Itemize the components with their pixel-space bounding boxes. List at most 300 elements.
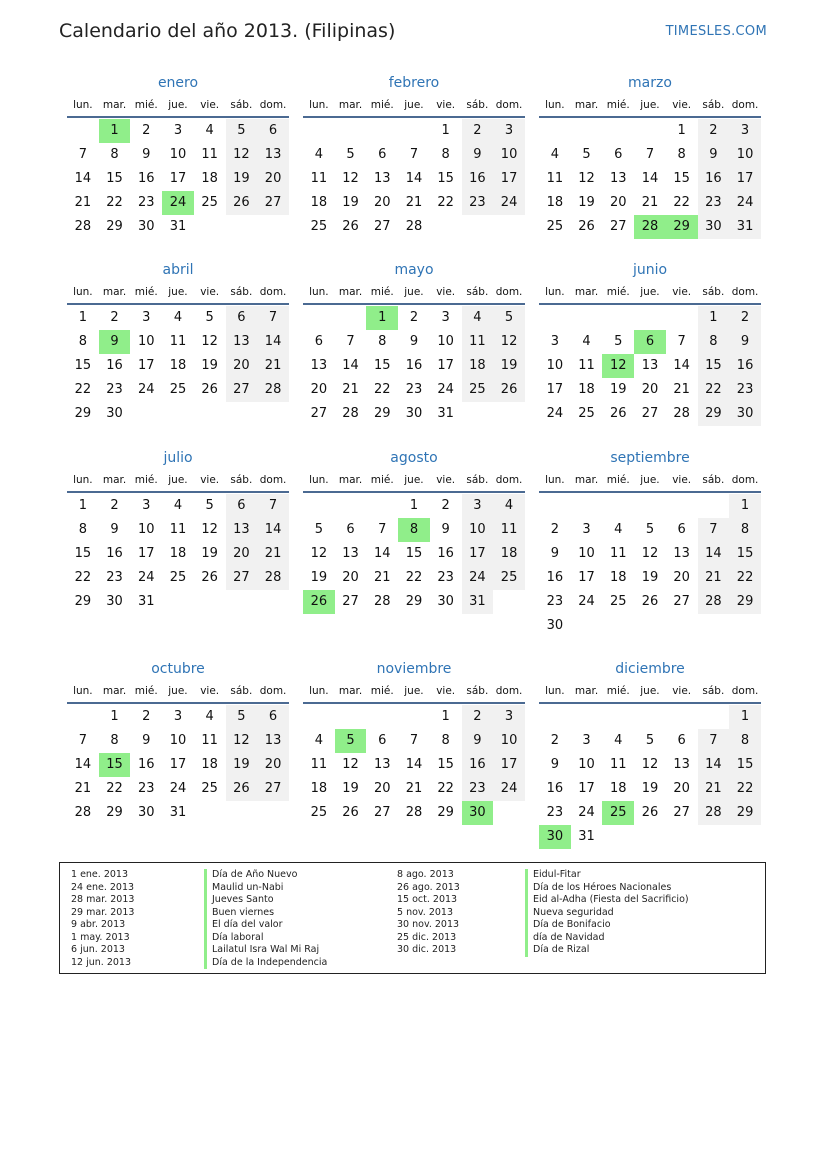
holiday-day-cell[interactable]: 28 [634, 215, 666, 239]
day-cell[interactable]: 13 [673, 546, 690, 561]
day-cell[interactable]: 6 [378, 733, 387, 748]
day-cell[interactable]: 6 [257, 119, 289, 143]
day-cell[interactable]: 16 [546, 781, 564, 796]
day-cell[interactable]: 28 [74, 219, 92, 234]
day-cell[interactable]: 9 [729, 330, 761, 354]
day-cell[interactable]: 7 [78, 733, 87, 748]
day-cell[interactable]: 26 [493, 378, 525, 402]
day-cell[interactable]: 8 [441, 733, 450, 748]
day-cell[interactable]: 27 [310, 406, 328, 421]
day-cell[interactable]: 11 [546, 171, 564, 186]
day-cell[interactable]: 10 [437, 334, 454, 349]
day-cell[interactable]: 26 [226, 191, 258, 215]
day-cell[interactable]: 18 [201, 757, 218, 772]
day-cell[interactable]: 10 [169, 733, 187, 748]
day-cell[interactable]: 11 [201, 733, 218, 748]
holiday-day-cell[interactable]: 24 [162, 191, 194, 215]
holiday-day-cell[interactable]: 8 [398, 518, 430, 542]
day-cell[interactable]: 28 [373, 594, 391, 609]
day-cell[interactable]: 17 [437, 358, 454, 373]
day-cell[interactable]: 17 [169, 171, 187, 186]
day-cell[interactable]: 28 [257, 378, 289, 402]
day-cell[interactable]: 24 [437, 382, 454, 397]
day-cell[interactable]: 12 [578, 171, 595, 186]
day-cell[interactable]: 5 [346, 147, 355, 162]
day-cell[interactable]: 15 [437, 757, 454, 772]
day-cell[interactable]: 30 [729, 402, 761, 426]
day-cell[interactable]: 9 [462, 729, 494, 753]
day-cell[interactable]: 1 [729, 705, 761, 729]
day-cell[interactable]: 23 [405, 382, 423, 397]
day-cell[interactable]: 18 [609, 570, 627, 585]
day-cell[interactable]: 18 [310, 195, 328, 210]
day-cell[interactable]: 15 [106, 171, 123, 186]
day-cell[interactable]: 17 [729, 167, 761, 191]
day-cell[interactable]: 31 [169, 219, 187, 234]
day-cell[interactable]: 9 [441, 522, 450, 537]
day-cell[interactable]: 23 [137, 781, 155, 796]
day-cell[interactable]: 7 [677, 334, 686, 349]
day-cell[interactable]: 7 [409, 147, 419, 162]
day-cell[interactable]: 19 [201, 358, 218, 373]
day-cell[interactable]: 26 [342, 805, 359, 820]
day-cell[interactable]: 2 [409, 310, 419, 325]
day-cell[interactable]: 14 [673, 358, 690, 373]
day-cell[interactable]: 14 [405, 757, 423, 772]
holiday-day-cell[interactable]: 6 [634, 330, 666, 354]
day-cell[interactable]: 4 [205, 709, 214, 724]
day-cell[interactable]: 6 [346, 522, 355, 537]
day-cell[interactable]: 25 [201, 195, 218, 210]
day-cell[interactable]: 16 [106, 358, 123, 373]
day-cell[interactable]: 30 [405, 406, 423, 421]
day-cell[interactable]: 25 [201, 781, 218, 796]
day-cell[interactable]: 20 [226, 354, 258, 378]
day-cell[interactable]: 5 [614, 334, 623, 349]
day-cell[interactable]: 3 [493, 119, 525, 143]
day-cell[interactable]: 22 [106, 195, 123, 210]
day-cell[interactable]: 16 [137, 757, 155, 772]
day-cell[interactable]: 5 [582, 147, 591, 162]
day-cell[interactable]: 20 [310, 382, 328, 397]
day-cell[interactable]: 26 [609, 406, 627, 421]
day-cell[interactable]: 5 [226, 705, 258, 729]
day-cell[interactable]: 27 [609, 219, 627, 234]
day-cell[interactable]: 1 [698, 306, 730, 330]
day-cell[interactable]: 2 [698, 119, 730, 143]
day-cell[interactable]: 8 [677, 147, 686, 162]
day-cell[interactable]: 30 [546, 618, 564, 633]
day-cell[interactable]: 14 [698, 542, 730, 566]
day-cell[interactable]: 24 [546, 406, 564, 421]
day-cell[interactable]: 22 [106, 781, 123, 796]
day-cell[interactable]: 29 [698, 402, 730, 426]
day-cell[interactable]: 12 [201, 334, 218, 349]
day-cell[interactable]: 2 [110, 310, 119, 325]
day-cell[interactable]: 8 [378, 334, 387, 349]
day-cell[interactable]: 17 [493, 753, 525, 777]
day-cell[interactable]: 26 [641, 594, 659, 609]
day-cell[interactable]: 11 [201, 147, 218, 162]
day-cell[interactable]: 26 [641, 805, 659, 820]
day-cell[interactable]: 19 [609, 382, 627, 397]
day-cell[interactable]: 11 [310, 757, 328, 772]
day-cell[interactable]: 27 [641, 406, 659, 421]
day-cell[interactable]: 25 [310, 805, 328, 820]
day-cell[interactable]: 23 [462, 191, 494, 215]
day-cell[interactable]: 18 [546, 195, 564, 210]
day-cell[interactable]: 10 [546, 358, 564, 373]
holiday-day-cell[interactable]: 26 [303, 590, 335, 614]
day-cell[interactable]: 24 [578, 805, 595, 820]
day-cell[interactable]: 20 [226, 542, 258, 566]
day-cell[interactable]: 1 [409, 498, 419, 513]
day-cell[interactable]: 2 [550, 522, 559, 537]
day-cell[interactable]: 19 [201, 546, 218, 561]
day-cell[interactable]: 7 [698, 729, 730, 753]
day-cell[interactable]: 14 [698, 753, 730, 777]
day-cell[interactable]: 13 [226, 518, 258, 542]
day-cell[interactable]: 16 [729, 354, 761, 378]
day-cell[interactable]: 17 [578, 570, 595, 585]
day-cell[interactable]: 11 [609, 546, 627, 561]
day-cell[interactable]: 14 [257, 330, 289, 354]
day-cell[interactable]: 3 [462, 494, 494, 518]
holiday-day-cell[interactable]: 25 [602, 801, 634, 825]
day-cell[interactable]: 25 [546, 219, 564, 234]
day-cell[interactable]: 3 [142, 310, 151, 325]
day-cell[interactable]: 22 [437, 781, 454, 796]
day-cell[interactable]: 14 [74, 757, 92, 772]
day-cell[interactable]: 3 [582, 522, 591, 537]
day-cell[interactable]: 18 [201, 171, 218, 186]
day-cell[interactable]: 28 [342, 406, 359, 421]
day-cell[interactable]: 20 [257, 167, 289, 191]
day-cell[interactable]: 22 [729, 777, 761, 801]
day-cell[interactable]: 30 [106, 406, 123, 421]
day-cell[interactable]: 5 [226, 119, 258, 143]
day-cell[interactable]: 21 [74, 195, 92, 210]
day-cell[interactable]: 16 [437, 546, 454, 561]
day-cell[interactable]: 3 [441, 310, 450, 325]
day-cell[interactable]: 4 [205, 123, 214, 138]
day-cell[interactable]: 18 [169, 546, 187, 561]
day-cell[interactable]: 16 [462, 167, 494, 191]
day-cell[interactable]: 16 [698, 167, 730, 191]
holiday-day-cell[interactable]: 30 [539, 825, 571, 849]
day-cell[interactable]: 4 [173, 310, 183, 325]
day-cell[interactable]: 15 [373, 358, 391, 373]
holiday-day-cell[interactable]: 1 [366, 306, 398, 330]
day-cell[interactable]: 29 [729, 590, 761, 614]
day-cell[interactable]: 27 [373, 219, 391, 234]
day-cell[interactable]: 29 [106, 805, 123, 820]
day-cell[interactable]: 12 [641, 546, 659, 561]
day-cell[interactable]: 27 [226, 378, 258, 402]
day-cell[interactable]: 20 [373, 781, 391, 796]
day-cell[interactable]: 5 [205, 498, 214, 513]
day-cell[interactable]: 25 [462, 378, 494, 402]
day-cell[interactable]: 7 [645, 147, 655, 162]
day-cell[interactable]: 19 [342, 781, 359, 796]
day-cell[interactable]: 29 [437, 805, 454, 820]
day-cell[interactable]: 9 [142, 147, 151, 162]
holiday-day-cell[interactable]: 1 [99, 119, 131, 143]
day-cell[interactable]: 26 [201, 570, 218, 585]
day-cell[interactable]: 23 [106, 382, 123, 397]
day-cell[interactable]: 7 [698, 518, 730, 542]
day-cell[interactable]: 27 [257, 777, 289, 801]
day-cell[interactable]: 20 [673, 781, 690, 796]
day-cell[interactable]: 21 [373, 570, 391, 585]
day-cell[interactable]: 29 [405, 594, 423, 609]
day-cell[interactable]: 3 [550, 334, 559, 349]
day-cell[interactable]: 12 [226, 143, 258, 167]
day-cell[interactable]: 31 [578, 829, 595, 844]
day-cell[interactable]: 6 [257, 705, 289, 729]
day-cell[interactable]: 21 [405, 195, 423, 210]
day-cell[interactable]: 10 [137, 334, 155, 349]
day-cell[interactable]: 7 [378, 522, 387, 537]
day-cell[interactable]: 27 [673, 805, 690, 820]
day-cell[interactable]: 18 [169, 358, 187, 373]
day-cell[interactable]: 15 [729, 542, 761, 566]
day-cell[interactable]: 4 [582, 334, 591, 349]
day-cell[interactable]: 29 [74, 594, 92, 609]
day-cell[interactable]: 27 [373, 805, 391, 820]
day-cell[interactable]: 11 [310, 171, 328, 186]
day-cell[interactable]: 7 [257, 306, 289, 330]
day-cell[interactable]: 19 [310, 570, 328, 585]
day-cell[interactable]: 16 [546, 570, 564, 585]
day-cell[interactable]: 2 [441, 498, 450, 513]
day-cell[interactable]: 10 [493, 143, 525, 167]
day-cell[interactable]: 22 [729, 566, 761, 590]
day-cell[interactable]: 20 [673, 570, 690, 585]
day-cell[interactable]: 21 [641, 195, 659, 210]
day-cell[interactable]: 22 [74, 382, 92, 397]
day-cell[interactable]: 11 [609, 757, 627, 772]
day-cell[interactable]: 9 [550, 546, 559, 561]
day-cell[interactable]: 24 [493, 777, 525, 801]
day-cell[interactable]: 18 [462, 354, 494, 378]
day-cell[interactable]: 1 [729, 494, 761, 518]
day-cell[interactable]: 13 [373, 757, 391, 772]
day-cell[interactable]: 4 [493, 494, 525, 518]
day-cell[interactable]: 8 [729, 518, 761, 542]
day-cell[interactable]: 4 [314, 733, 323, 748]
day-cell[interactable]: 28 [257, 566, 289, 590]
day-cell[interactable]: 24 [137, 382, 155, 397]
day-cell[interactable]: 9 [462, 143, 494, 167]
day-cell[interactable]: 24 [169, 781, 187, 796]
day-cell[interactable]: 13 [257, 729, 289, 753]
day-cell[interactable]: 15 [673, 171, 690, 186]
day-cell[interactable]: 21 [74, 781, 92, 796]
day-cell[interactable]: 23 [106, 570, 123, 585]
day-cell[interactable]: 24 [729, 191, 761, 215]
day-cell[interactable]: 21 [698, 566, 730, 590]
day-cell[interactable]: 27 [342, 594, 359, 609]
day-cell[interactable]: 25 [169, 382, 187, 397]
day-cell[interactable]: 22 [405, 570, 423, 585]
day-cell[interactable]: 30 [437, 594, 454, 609]
day-cell[interactable]: 19 [226, 167, 258, 191]
day-cell[interactable]: 25 [310, 219, 328, 234]
day-cell[interactable]: 11 [578, 358, 595, 373]
day-cell[interactable]: 10 [578, 546, 595, 561]
day-cell[interactable]: 16 [405, 358, 423, 373]
day-cell[interactable]: 23 [729, 378, 761, 402]
day-cell[interactable]: 13 [226, 330, 258, 354]
day-cell[interactable]: 7 [78, 147, 87, 162]
day-cell[interactable]: 21 [342, 382, 359, 397]
day-cell[interactable]: 4 [614, 733, 623, 748]
day-cell[interactable]: 30 [137, 219, 155, 234]
day-cell[interactable]: 20 [257, 753, 289, 777]
day-cell[interactable]: 16 [106, 546, 123, 561]
day-cell[interactable]: 23 [137, 195, 155, 210]
day-cell[interactable]: 29 [729, 801, 761, 825]
day-cell[interactable]: 13 [342, 546, 359, 561]
day-cell[interactable]: 20 [373, 195, 391, 210]
day-cell[interactable]: 13 [641, 358, 659, 373]
day-cell[interactable]: 5 [645, 522, 655, 537]
day-cell[interactable]: 27 [226, 566, 258, 590]
day-cell[interactable]: 28 [74, 805, 92, 820]
day-cell[interactable]: 17 [137, 546, 155, 561]
day-cell[interactable]: 10 [493, 729, 525, 753]
day-cell[interactable]: 12 [342, 171, 359, 186]
day-cell[interactable]: 21 [405, 781, 423, 796]
day-cell[interactable]: 20 [609, 195, 627, 210]
day-cell[interactable]: 23 [546, 805, 564, 820]
day-cell[interactable]: 12 [641, 757, 659, 772]
day-cell[interactable]: 22 [74, 570, 92, 585]
day-cell[interactable]: 22 [698, 378, 730, 402]
day-cell[interactable]: 18 [609, 781, 627, 796]
day-cell[interactable]: 8 [78, 334, 87, 349]
day-cell[interactable]: 4 [173, 498, 183, 513]
day-cell[interactable]: 13 [257, 143, 289, 167]
day-cell[interactable]: 6 [226, 306, 258, 330]
day-cell[interactable]: 3 [493, 705, 525, 729]
day-cell[interactable]: 27 [673, 594, 690, 609]
day-cell[interactable]: 3 [173, 709, 183, 724]
day-cell[interactable]: 6 [314, 334, 323, 349]
day-cell[interactable]: 1 [441, 709, 450, 724]
day-cell[interactable]: 8 [110, 147, 119, 162]
day-cell[interactable]: 30 [106, 594, 123, 609]
holiday-day-cell[interactable]: 5 [335, 729, 367, 753]
day-cell[interactable]: 12 [342, 757, 359, 772]
day-cell[interactable]: 13 [609, 171, 627, 186]
day-cell[interactable]: 31 [729, 215, 761, 239]
day-cell[interactable]: 3 [173, 123, 183, 138]
day-cell[interactable]: 2 [550, 733, 559, 748]
day-cell[interactable]: 4 [614, 522, 623, 537]
day-cell[interactable]: 23 [698, 191, 730, 215]
day-cell[interactable]: 6 [378, 147, 387, 162]
day-cell[interactable]: 21 [673, 382, 690, 397]
day-cell[interactable]: 16 [137, 171, 155, 186]
day-cell[interactable]: 31 [169, 805, 187, 820]
day-cell[interactable]: 25 [493, 566, 525, 590]
day-cell[interactable]: 9 [409, 334, 419, 349]
day-cell[interactable]: 29 [74, 406, 92, 421]
day-cell[interactable]: 5 [493, 306, 525, 330]
day-cell[interactable]: 10 [578, 757, 595, 772]
day-cell[interactable]: 5 [314, 522, 323, 537]
day-cell[interactable]: 15 [698, 354, 730, 378]
day-cell[interactable]: 7 [257, 494, 289, 518]
day-cell[interactable]: 28 [698, 801, 730, 825]
day-cell[interactable]: 21 [257, 354, 289, 378]
day-cell[interactable]: 7 [409, 733, 419, 748]
day-cell[interactable]: 15 [74, 546, 92, 561]
day-cell[interactable]: 25 [169, 570, 187, 585]
day-cell[interactable]: 15 [405, 546, 423, 561]
day-cell[interactable]: 10 [169, 147, 187, 162]
day-cell[interactable]: 18 [493, 542, 525, 566]
day-cell[interactable]: 18 [310, 781, 328, 796]
day-cell[interactable]: 3 [582, 733, 591, 748]
day-cell[interactable]: 30 [137, 805, 155, 820]
day-cell[interactable]: 6 [614, 147, 623, 162]
day-cell[interactable]: 11 [493, 518, 525, 542]
day-cell[interactable]: 5 [645, 733, 655, 748]
day-cell[interactable]: 2 [462, 705, 494, 729]
day-cell[interactable]: 4 [462, 306, 494, 330]
day-cell[interactable]: 18 [578, 382, 595, 397]
holiday-day-cell[interactable]: 9 [99, 330, 131, 354]
day-cell[interactable]: 1 [110, 709, 119, 724]
day-cell[interactable]: 22 [673, 195, 690, 210]
day-cell[interactable]: 19 [578, 195, 595, 210]
day-cell[interactable]: 12 [226, 729, 258, 753]
day-cell[interactable]: 12 [201, 522, 218, 537]
day-cell[interactable]: 5 [205, 310, 214, 325]
day-cell[interactable]: 1 [78, 498, 87, 513]
day-cell[interactable]: 28 [698, 590, 730, 614]
day-cell[interactable]: 24 [462, 566, 494, 590]
day-cell[interactable]: 8 [441, 147, 450, 162]
day-cell[interactable]: 13 [310, 358, 328, 373]
day-cell[interactable]: 16 [462, 753, 494, 777]
day-cell[interactable]: 31 [462, 590, 494, 614]
day-cell[interactable]: 7 [346, 334, 355, 349]
day-cell[interactable]: 10 [462, 518, 494, 542]
day-cell[interactable]: 31 [437, 406, 454, 421]
day-cell[interactable]: 2 [729, 306, 761, 330]
day-cell[interactable]: 6 [677, 522, 686, 537]
day-cell[interactable]: 11 [462, 330, 494, 354]
day-cell[interactable]: 14 [641, 171, 659, 186]
day-cell[interactable]: 19 [342, 195, 359, 210]
day-cell[interactable]: 8 [729, 729, 761, 753]
day-cell[interactable]: 14 [257, 518, 289, 542]
day-cell[interactable]: 24 [137, 570, 155, 585]
day-cell[interactable]: 29 [373, 406, 391, 421]
day-cell[interactable]: 27 [257, 191, 289, 215]
day-cell[interactable]: 6 [677, 733, 686, 748]
day-cell[interactable]: 24 [578, 594, 595, 609]
day-cell[interactable]: 15 [729, 753, 761, 777]
day-cell[interactable]: 23 [546, 594, 564, 609]
day-cell[interactable]: 22 [437, 195, 454, 210]
holiday-day-cell[interactable]: 30 [462, 801, 494, 825]
day-cell[interactable]: 15 [74, 358, 92, 373]
